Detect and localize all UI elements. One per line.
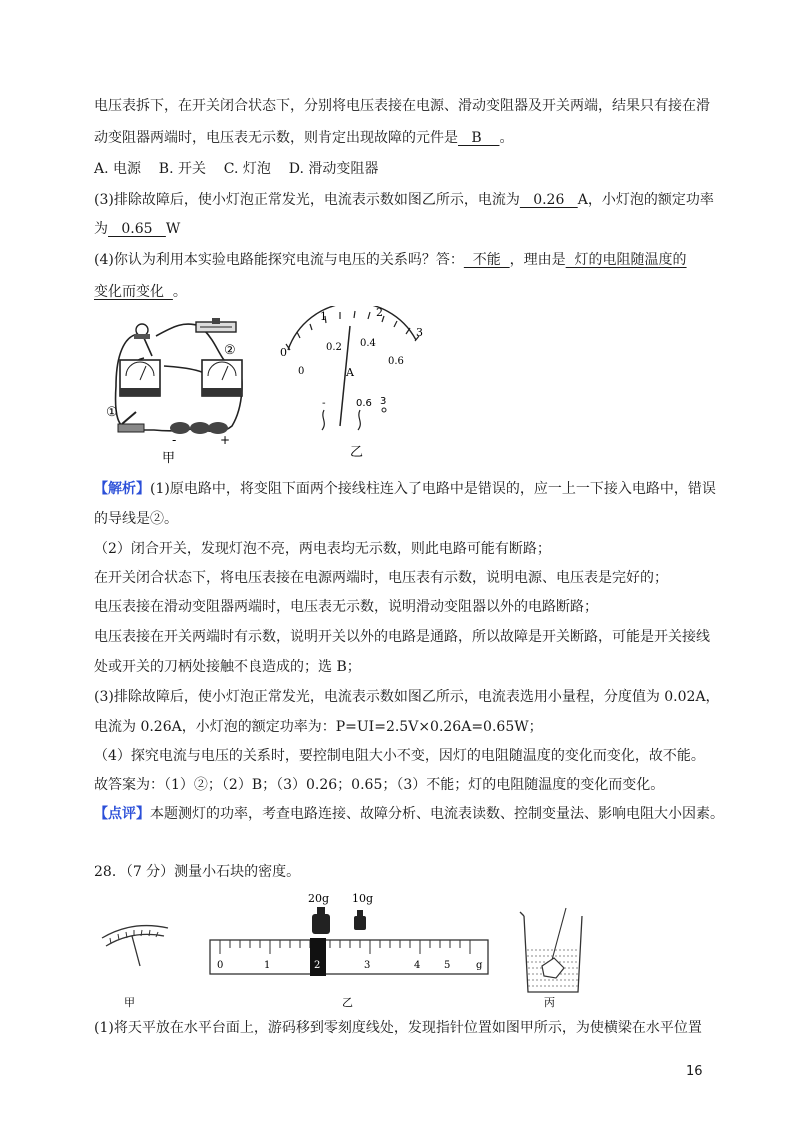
svg-text:4: 4 xyxy=(414,960,421,971)
comment-line: 【点评】本题测灯的功率，考查电路连接、故障分析、电流表读数、控制变量法、影响电阻大小因素。 xyxy=(94,806,724,822)
figure-label: 丙 xyxy=(544,996,555,1009)
analysis-line: 电流为 0.26A，小灯泡的额定功率为：P=UI=2.5V×0.26A=0.65W； xyxy=(94,719,543,735)
svg-text:0: 0 xyxy=(298,366,305,377)
analysis-line: 处或开关的刀柄处接触不良造成的；选 B； xyxy=(94,659,361,675)
answer-blank: 0.65 xyxy=(108,221,166,237)
weight-label: 20g xyxy=(308,892,330,905)
svg-text:3: 3 xyxy=(380,396,387,407)
analysis-line: 在开关闭合状态下，将电压表接在电源两端时，电压表有示数，说明电源、电压表是完好的； xyxy=(94,570,668,586)
answer-blank: 不能 xyxy=(463,252,510,268)
analysis-line: 电压表接在开关两端时有示数，说明开关以外的电路是通路，所以故障是开关断路，可能是开关接线 xyxy=(94,629,710,645)
figure-label: 乙 xyxy=(350,445,364,460)
weight-20g xyxy=(312,914,330,934)
analysis-line: 的导线是②。 xyxy=(94,511,178,527)
circuit-diagram xyxy=(104,316,254,466)
figure-label: 乙 xyxy=(342,996,353,1009)
options-line: A. 电源 B. 开关 C. 灯泡 D. 滑动变阻器 xyxy=(94,161,379,177)
analysis-line: 【解析】(1)原电路中，将变阻下面两个接线柱连入了电路中是错误的，应一上一下接入电路中，错误 xyxy=(94,481,716,497)
analysis-line: (3)排除故障后，使小灯泡正常发光，电流表示数如图乙所示，电流表选用小量程，分度值为 0.02A， xyxy=(94,689,720,705)
svg-text:0: 0 xyxy=(280,346,287,359)
svg-text:0.6: 0.6 xyxy=(356,398,372,409)
wire-label-1: ① xyxy=(106,405,118,420)
svg-text:2: 2 xyxy=(314,960,321,971)
svg-text:2: 2 xyxy=(376,306,383,319)
svg-text:0.6: 0.6 xyxy=(388,356,404,367)
wire-label-2: ② xyxy=(224,343,236,358)
svg-text:5: 5 xyxy=(444,960,451,971)
svg-text:-: - xyxy=(322,398,326,409)
answer-blank: B xyxy=(458,130,500,146)
analysis-tag: 【解析】 xyxy=(94,481,150,497)
analysis-line: （4）探究电流与电压的关系时，要控制电阻大小不变，因灯的电阻随温度的变化而变化，故不能。 xyxy=(94,748,705,764)
svg-text:0.4: 0.4 xyxy=(360,338,376,349)
weight-10g xyxy=(354,916,366,930)
text-line: 电压表拆下，在开关闭合状态下，分别将电压表接在电源、滑动变阻器及开关两端，结果只有接在滑 xyxy=(94,98,710,114)
density-figures xyxy=(96,888,716,1012)
text-line: (4)你认为利用本实验电路能探究电流与电压的关系吗？答： 不能 ，理由是 灯的电阻随温度的 xyxy=(94,252,687,268)
svg-text:g: g xyxy=(476,960,483,971)
svg-text:3: 3 xyxy=(416,326,423,339)
figure-label: 甲 xyxy=(162,451,176,466)
text-line: 为 0.65 W xyxy=(94,221,181,237)
answer-summary-line: 故答案为：（1）②；（2）B；（3）0.26；0.65；（3）不能；灯的电阻随温度的变化而变化。 xyxy=(94,777,665,793)
answer-blank: 灯的电阻随温度的 xyxy=(565,252,687,268)
answer-blank: 0.26 xyxy=(519,192,578,208)
unit-label: A xyxy=(346,366,354,379)
plus-label: + xyxy=(220,433,231,447)
text-line: (3)排除故障后，使小灯泡正常发光，电流表示数如图乙所示，电流为 0.26 A，小灯泡的额定功率 xyxy=(94,192,714,208)
answer-blank: 变化而变化 xyxy=(94,284,173,300)
svg-text:1: 1 xyxy=(320,310,327,323)
question-title: 28．（7 分）测量小石块的密度。 xyxy=(94,864,301,880)
text-line: 变化而变化 。 xyxy=(94,284,187,300)
analysis-line: （2）闭合开关，发现灯泡不亮，两电表均无示数，则此电路可能有断路； xyxy=(94,541,551,557)
analysis-line: 电压表接在滑动变阻器两端时，电压表无示数，说明滑动变阻器以外的电路断路； xyxy=(94,599,598,615)
weight-label: 10g xyxy=(352,892,374,905)
question-line: (1)将天平放在水平台面上，游码移到零刻度线处，发现指针位置如图甲所示，为使横梁在水平位置 xyxy=(94,1020,702,1036)
svg-text:0: 0 xyxy=(217,960,224,971)
text-line: 动变阻器两端时，电压表无示数，则肯定出现故障的元件是 B 。 xyxy=(94,130,514,146)
ammeter-dial xyxy=(276,306,436,466)
svg-text:1: 1 xyxy=(264,960,271,971)
figure-label: 甲 xyxy=(124,996,135,1009)
svg-text:0.2: 0.2 xyxy=(326,342,342,353)
minus-label: - xyxy=(172,433,177,447)
svg-text:3: 3 xyxy=(364,960,371,971)
page-number: 16 xyxy=(686,1064,703,1079)
comment-tag: 【点评】 xyxy=(94,806,150,822)
